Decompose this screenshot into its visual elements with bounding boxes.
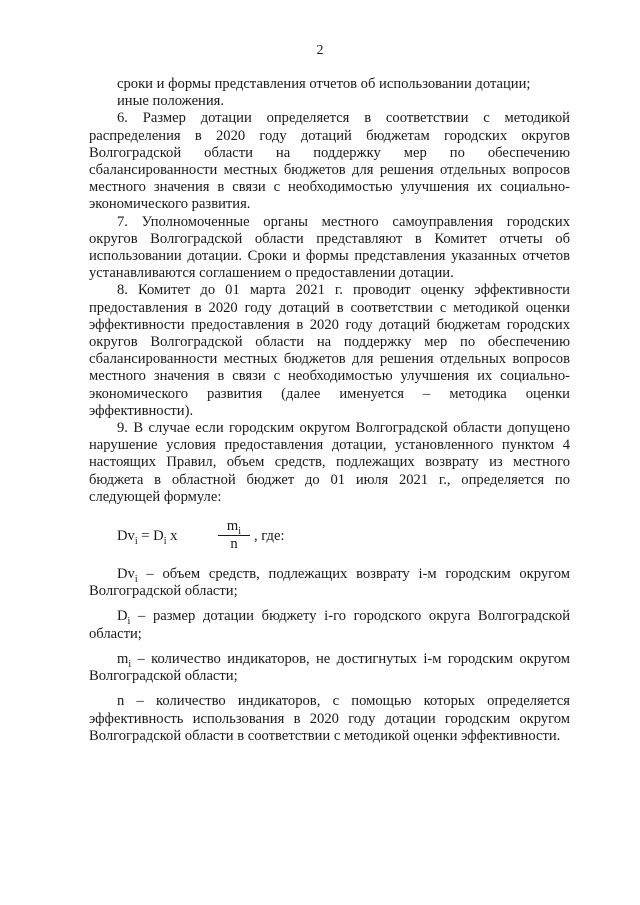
paragraph-reporting-forms: сроки и формы представления отчетов об использовании дотации; (117, 76, 531, 92)
formula-left-side: $Dv_i = D_i$ x (117, 528, 178, 547)
return-formula (117, 518, 570, 552)
formula-fraction (218, 518, 250, 552)
fraction-denominator: n (230, 536, 238, 553)
formula-tail: , где: (254, 528, 285, 545)
paragraph-6: 6. Размер дотации определяется в соответствии с методикой распределения в 2020 году дотаций бюджетам городских округов Волгоградской области на поддержку мер по обеспечению сбалансированности местных бюджетов для решения отдельных вопросов местного значения в связи с необходимостью улучшения их социально-экономического развития. (89, 110, 570, 213)
page-number: 2 (316, 43, 324, 58)
paragraph-7: 7. Уполномоченные органы местного самоуправления городских округов Волгоградской области представляют в Комитет отчеты об использовании дотации. Сроки и формы представления указанных отчетов устанавливаются соглашением о предоставлении дотации. (89, 213, 570, 282)
definition-dv: $Dv_i$ – объем средств, подлежащих возврату i-м городским округом Волгоградской области; (89, 566, 570, 600)
paragraph-other-provisions: иные положения. (117, 93, 225, 110)
fraction-numerator: $m_i$ (226, 518, 242, 537)
paragraph-8: 8. Комитет до 01 марта 2021 г. проводит оценку эффективности предоставления в 2020 году дотаций в соответствии с методикой оценки эффективности предоставления в 2020 году дотаций бюджетам городских округов Волгоградской области на поддержку мер по обеспечению сбалансированности местных бюджетов для решения отдельных вопросов местного значения в связи с необходимостью улучшения их социально-экономического развития (далее именуется – методика оценки эффективности). (89, 282, 570, 419)
document-body (89, 76, 570, 753)
definition-n: n – количество индикаторов, с помощью которых определяется эффективность использования в 2020 году дотации городским округом Волгоградской области в соответствии с методикой оценки эффективности. (89, 693, 570, 744)
definition-d: $D_i$ – размер дотации бюджету i-го городского округа Волгоградской области; (89, 608, 570, 642)
formula-definitions (89, 566, 570, 745)
definition-m: $m_i$ – количество индикаторов, не достигнутых i-м городским округом Волгоградской области; (89, 650, 570, 685)
paragraph-9: 9. В случае если городским округом Волгоградской области допущено нарушение условия предоставления дотации, установленного пунктом 4 настоящих Правил, объем средств, подлежащих возврату из местного бюджета в областной бюджет до 01 июля 2021 г., определяется по следующей формуле: (89, 420, 570, 505)
